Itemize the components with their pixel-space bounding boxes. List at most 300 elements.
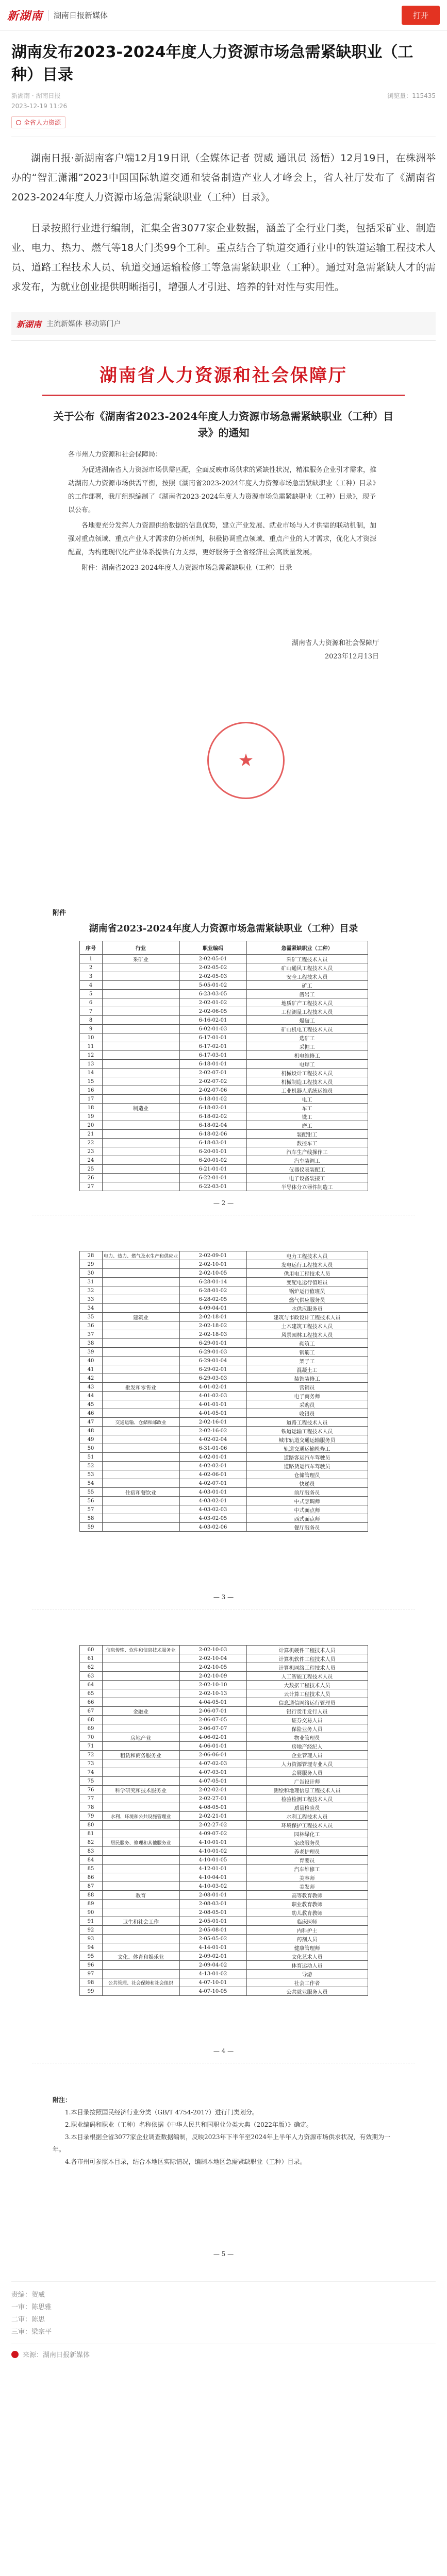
table-row <box>79 1330 368 1339</box>
bottom-source-label: 来源：湖南日报新媒体 <box>23 2351 90 2359</box>
row-number: 56 <box>79 1497 102 1505</box>
row-occupation: 道路客运汽车驾驶员 <box>246 1453 368 1462</box>
row-code: 6-18-02-04 <box>179 1121 246 1130</box>
row-occupation: 发电运行工程技术人员 <box>246 1260 368 1269</box>
table-row <box>79 1392 368 1400</box>
row-code: 2-08-03-01 <box>179 1900 246 1908</box>
row-code: 4-06-01-01 <box>179 1742 246 1751</box>
row-industry <box>102 1165 179 1174</box>
table-row <box>79 1865 368 1873</box>
table-row <box>79 1891 368 1900</box>
row-number: 13 <box>79 1060 102 1069</box>
row-occupation: 建筑与市政设计工程技术人员 <box>246 1313 368 1321</box>
bottom-source[interactable] <box>11 2344 436 2364</box>
article-paragraph: 湖南日报·新湖南客户端12月19日讯（全媒体记者 贺威 通讯员 汤悟）12月19日，在株洲举办的“智汇潇湘”2023中国国际轨道交通和装备制造产业人才峰会上，省人社厅发布了《湖南省2023-2024年度人力资源市场急需紧缺职业（工种）目录》。 <box>11 152 436 203</box>
row-code: 2-02-05-03 <box>179 972 246 981</box>
row-code: 2-02-21-01 <box>179 1812 246 1821</box>
banner-text: 主流新媒体 移动第门户 <box>46 320 121 328</box>
row-occupation: 矿山通风工程技术人员 <box>246 963 368 972</box>
table-row <box>79 1182 368 1191</box>
appendix-page-5 <box>11 2083 436 2266</box>
row-number: 89 <box>79 1900 102 1908</box>
row-code: 2-02-27-01 <box>179 1794 246 1803</box>
row-occupation: 水供应服务员 <box>246 1304 368 1313</box>
table-row <box>79 1742 368 1751</box>
table-row <box>79 1952 368 1961</box>
row-code: 6-22-03-01 <box>179 1182 246 1191</box>
row-industry <box>102 1147 179 1156</box>
row-industry <box>102 1873 179 1882</box>
row-industry <box>102 1086 179 1095</box>
row-industry <box>102 1330 179 1339</box>
table-row <box>79 998 368 1007</box>
table-row <box>79 1427 368 1435</box>
row-occupation: 选矿工 <box>246 1033 368 1042</box>
row-number: 25 <box>79 1165 102 1174</box>
table-row <box>79 1829 368 1838</box>
row-code: 2-02-10-01 <box>179 1260 246 1269</box>
table-row <box>79 1488 368 1497</box>
table-row <box>79 1400 368 1409</box>
row-code: 4-09-04-01 <box>179 1304 246 1313</box>
row-code: 2-02-10-13 <box>179 1689 246 1698</box>
row-occupation: 城市轨道交通运输服务员 <box>246 1435 368 1444</box>
row-number: 17 <box>79 1095 102 1104</box>
topic-tag[interactable] <box>11 116 65 128</box>
row-number: 69 <box>79 1724 102 1733</box>
app-name: 湖南日报新媒体 <box>54 11 108 20</box>
row-number: 92 <box>79 1926 102 1935</box>
row-industry <box>102 1698 179 1707</box>
row-occupation: 机械设计工程技术人员 <box>246 1069 368 1077</box>
row-number: 55 <box>79 1488 102 1497</box>
row-code: 6-20-01-02 <box>179 1156 246 1165</box>
row-industry <box>102 1689 179 1698</box>
table-row <box>79 1418 368 1427</box>
row-occupation: 计算机网络工程技术人员 <box>246 1663 368 1672</box>
note-item: 2.职业编码和职业（工种）名称依据《中华人民共和国职业分类大典（2022年版）》确定。 <box>65 2121 312 2128</box>
row-industry <box>102 1716 179 1724</box>
row-occupation: 导游 <box>246 1970 368 1978</box>
table-row <box>79 1663 368 1672</box>
row-code: 6-29-01-01 <box>179 1339 246 1348</box>
table-row <box>79 1112 368 1121</box>
row-number: 77 <box>79 1794 102 1803</box>
row-occupation: 健康管理师 <box>246 1943 368 1952</box>
row-number: 34 <box>79 1304 102 1313</box>
row-industry <box>102 1926 179 1935</box>
row-code: 6-29-01-04 <box>179 1357 246 1365</box>
row-code: 6-18-01-02 <box>179 1095 246 1104</box>
row-occupation: 保险业务人员 <box>246 1724 368 1733</box>
table-row <box>79 1444 368 1453</box>
topic-tag-label: 全省人力资源 <box>24 119 61 126</box>
row-industry: 金融业 <box>102 1707 179 1716</box>
row-occupation: 园林绿化工 <box>246 1829 368 1838</box>
row-occupation: 燃气供应服务员 <box>246 1295 368 1304</box>
row-occupation: 环境保护工程技术人员 <box>246 1821 368 1829</box>
row-number: 80 <box>79 1821 102 1829</box>
row-industry <box>102 1069 179 1077</box>
row-industry <box>102 998 179 1007</box>
editor-credits <box>11 2281 436 2338</box>
row-industry: 教育 <box>102 1891 179 1900</box>
row-industry <box>102 1943 179 1952</box>
jobs-table <box>79 1645 368 1996</box>
row-code: 2-06-07-05 <box>179 1716 246 1724</box>
table-row <box>79 1321 368 1330</box>
tag-icon <box>16 120 21 125</box>
row-number: 32 <box>79 1286 102 1295</box>
row-industry <box>102 1095 179 1104</box>
row-code: 6-18-02-01 <box>179 1104 246 1112</box>
row-occupation: 装饰装修工 <box>246 1374 368 1383</box>
row-occupation: 采掘工 <box>246 1042 368 1051</box>
tag-row <box>0 111 447 133</box>
top-bar <box>0 0 447 31</box>
row-number: 1 <box>79 955 102 963</box>
row-industry: 批发和零售业 <box>102 1383 179 1392</box>
note-item: 4.各市州可参照本目录，结合本地区实际情况，编制本地区急需紧缺职业（工种）目录。 <box>65 2158 306 2165</box>
row-occupation: 电工 <box>246 1095 368 1104</box>
row-industry <box>102 972 179 981</box>
row-industry <box>102 1497 179 1505</box>
row-occupation: 西式面点师 <box>246 1514 368 1523</box>
row-number: 9 <box>79 1025 102 1033</box>
row-code: 4-10-01-02 <box>179 1847 246 1856</box>
page-gap <box>32 2063 415 2083</box>
row-number: 35 <box>79 1313 102 1321</box>
row-occupation: 营销员 <box>246 1383 368 1392</box>
table-row <box>79 1873 368 1882</box>
jobs-table <box>79 941 368 1191</box>
row-industry <box>102 1453 179 1462</box>
row-occupation: 药剂人员 <box>246 1935 368 1943</box>
row-industry <box>102 1935 179 1943</box>
table-row <box>79 1497 368 1505</box>
row-code: 2-02-27-02 <box>179 1821 246 1829</box>
table-row <box>79 1042 368 1051</box>
table-row <box>79 955 368 963</box>
open-app-button[interactable]: 打开 <box>402 6 440 25</box>
row-number: 44 <box>79 1392 102 1400</box>
row-industry <box>102 963 179 972</box>
table-row <box>79 1470 368 1479</box>
table-row <box>79 1269 368 1278</box>
table-row <box>79 1698 368 1707</box>
row-code: 6-29-01-03 <box>179 1348 246 1357</box>
row-industry <box>102 1156 179 1165</box>
row-number: 66 <box>79 1698 102 1707</box>
row-number: 48 <box>79 1427 102 1435</box>
row-number: 8 <box>79 1016 102 1025</box>
table-row <box>79 1033 368 1042</box>
table-row <box>79 1917 368 1926</box>
row-number: 26 <box>79 1174 102 1182</box>
row-number: 16 <box>79 1086 102 1095</box>
table-row <box>79 1077 368 1086</box>
row-industry: 电力、热力、燃气及水生产和供应业 <box>102 1251 179 1260</box>
row-number: 88 <box>79 1891 102 1900</box>
row-code: 2-02-18-01 <box>179 1313 246 1321</box>
page-number: — 4 — <box>213 2047 234 2055</box>
row-occupation: 人工智能工程技术人员 <box>246 1672 368 1681</box>
row-code: 4-02-02-04 <box>179 1435 246 1444</box>
table-row <box>79 1803 368 1812</box>
row-number: 14 <box>79 1069 102 1077</box>
table-row <box>79 1505 368 1514</box>
row-code: 6-28-01-14 <box>179 1278 246 1286</box>
row-occupation: 磨工 <box>246 1121 368 1130</box>
article-paragraph: 目录按照行业进行编制，汇集全省3077家企业数据，涵盖了全行业门类，包括采矿业、制造业、电力、热力、燃气等18大门类99个工种。重点结合了轨道交通行业中的铁道运输工程技术人员、道路工程技术人员、轨道交通运输检修工等急需紧缺职业（工种）。通过对急需紧缺人才的需求发布，为就业创业提供明晰指引，增强人才引进、培养的针对性与实用性。 <box>11 223 436 293</box>
table-row <box>79 1374 368 1383</box>
row-number: 53 <box>79 1470 102 1479</box>
row-code: 4-02-01-01 <box>179 1453 246 1462</box>
row-number: 36 <box>79 1321 102 1330</box>
row-number: 30 <box>79 1269 102 1278</box>
row-code: 6-29-03-03 <box>179 1374 246 1383</box>
row-industry: 交通运输、仓储和邮政业 <box>102 1418 179 1427</box>
row-code: 6-17-03-01 <box>179 1051 246 1060</box>
row-occupation: 仓储管理员 <box>246 1470 368 1479</box>
table-row <box>79 1786 368 1794</box>
row-code: 6-18-03-01 <box>179 1139 246 1147</box>
row-industry <box>102 1182 179 1191</box>
row-number: 52 <box>79 1462 102 1470</box>
row-number: 96 <box>79 1961 102 1970</box>
document-body <box>11 448 436 575</box>
page-gap <box>32 1609 415 1630</box>
page-gap <box>32 1215 415 1235</box>
row-number: 60 <box>79 1646 102 1654</box>
row-number: 42 <box>79 1374 102 1383</box>
table-row <box>79 1025 368 1033</box>
table-row <box>79 990 368 998</box>
row-number: 19 <box>79 1112 102 1121</box>
row-number: 78 <box>79 1803 102 1812</box>
row-occupation: 道路货运汽车驾驶员 <box>246 1462 368 1470</box>
row-code: 4-02-07-01 <box>179 1479 246 1488</box>
row-occupation: 内科护士 <box>246 1926 368 1935</box>
row-occupation: 计算机软件工程技术人员 <box>246 1654 368 1663</box>
row-industry <box>102 1908 179 1917</box>
row-occupation: 前厅服务员 <box>246 1488 368 1497</box>
table-row <box>79 1926 368 1935</box>
row-occupation: 汽车维修工 <box>246 1865 368 1873</box>
row-number: 87 <box>79 1882 102 1891</box>
page-number: — 5 — <box>213 2250 234 2258</box>
row-occupation: 汽车生产线操作工 <box>246 1147 368 1156</box>
row-industry <box>102 1681 179 1689</box>
row-number: 40 <box>79 1357 102 1365</box>
row-industry <box>102 1672 179 1681</box>
view-count: 浏览量：115435 <box>387 92 436 99</box>
row-number: 41 <box>79 1365 102 1374</box>
row-number: 21 <box>79 1130 102 1139</box>
row-code: 6-29-02-01 <box>179 1365 246 1374</box>
row-code: 4-03-02-03 <box>179 1505 246 1514</box>
table-row <box>79 1462 368 1470</box>
table-row <box>79 1523 368 1532</box>
article-source: 新湖南 · 湖南日报 <box>11 92 61 99</box>
row-occupation: 矿山机电工程技术人员 <box>246 1025 368 1033</box>
appendix-notes <box>11 2083 436 2168</box>
table-row <box>79 1104 368 1112</box>
row-occupation: 安全工程技术人员 <box>246 972 368 981</box>
row-number: 83 <box>79 1847 102 1856</box>
row-industry <box>102 1269 179 1278</box>
row-occupation: 中式烹调师 <box>246 1497 368 1505</box>
row-occupation: 家政服务员 <box>246 1838 368 1847</box>
table-row <box>79 1847 368 1856</box>
table-row <box>79 1821 368 1829</box>
row-industry <box>102 1505 179 1514</box>
row-occupation: 铁道运输工程技术人员 <box>246 1427 368 1435</box>
row-industry <box>102 1523 179 1532</box>
row-code: 2-05-05-02 <box>179 1935 246 1943</box>
row-code: 2-02-07-06 <box>179 1086 246 1095</box>
row-occupation: 凿岩工 <box>246 990 368 998</box>
app-logo[interactable]: 新湖南 <box>7 9 43 23</box>
row-industry <box>102 1365 179 1374</box>
table-row <box>79 1681 368 1689</box>
row-code: 4-10-01-05 <box>179 1856 246 1865</box>
row-number: 12 <box>79 1051 102 1060</box>
row-number: 75 <box>79 1777 102 1786</box>
table-row <box>79 1453 368 1462</box>
row-occupation: 电子商务师 <box>246 1392 368 1400</box>
table-body <box>79 955 368 1191</box>
row-occupation: 信息通信网络运行管理员 <box>246 1698 368 1707</box>
row-code: 2-02-05-02 <box>179 963 246 972</box>
row-number: 43 <box>79 1383 102 1392</box>
row-occupation: 养老护理员 <box>246 1847 368 1856</box>
row-number: 5 <box>79 990 102 998</box>
row-number: 94 <box>79 1943 102 1952</box>
table-row <box>79 1260 368 1269</box>
row-industry <box>102 1777 179 1786</box>
row-industry: 建筑业 <box>102 1313 179 1321</box>
row-number: 61 <box>79 1654 102 1663</box>
row-occupation: 数控车工 <box>246 1139 368 1147</box>
page-number: — 2 — <box>213 1199 234 1207</box>
row-occupation: 餐厅服务员 <box>246 1523 368 1532</box>
row-number: 82 <box>79 1838 102 1847</box>
row-industry <box>102 1042 179 1051</box>
document-salutation: 各市州人力资源和社会保障局： <box>68 451 162 459</box>
row-industry <box>102 1060 179 1069</box>
row-code: 6-28-02-05 <box>179 1295 246 1304</box>
table-row <box>79 1768 368 1777</box>
row-industry <box>102 1051 179 1060</box>
row-number: 98 <box>79 1978 102 1987</box>
row-code: 4-01-02-01 <box>179 1383 246 1392</box>
table-row <box>79 1060 368 1069</box>
row-code: 2-02-10-03 <box>179 1646 246 1654</box>
row-code: 2-02-07-01 <box>179 1069 246 1077</box>
document-title: 关于公布《湖南省2023-2024年度人力资源市场急需紧缺职业（工种）目录》的通知 <box>53 410 394 439</box>
row-occupation: 仪器仪表装配工 <box>246 1165 368 1174</box>
table-row <box>79 1278 368 1286</box>
table-row <box>79 1935 368 1943</box>
row-number: 93 <box>79 1935 102 1943</box>
row-industry <box>102 1444 179 1453</box>
row-occupation: 文化艺术人员 <box>246 1952 368 1961</box>
row-number: 6 <box>79 998 102 1007</box>
row-occupation: 会展服务人员 <box>246 1768 368 1777</box>
row-code: 2-02-10-09 <box>179 1672 246 1681</box>
table-row <box>79 1174 368 1182</box>
row-occupation: 社会工作者 <box>246 1978 368 1987</box>
row-number: 81 <box>79 1829 102 1838</box>
row-industry <box>102 1339 179 1348</box>
app-banner[interactable] <box>11 312 436 335</box>
row-number: 67 <box>79 1707 102 1716</box>
row-occupation: 矿工 <box>246 981 368 990</box>
table-row <box>79 1479 368 1488</box>
row-industry <box>102 990 179 998</box>
appendix-page-3 <box>11 1235 436 1609</box>
row-occupation: 变配电运行值班员 <box>246 1278 368 1286</box>
article-time: 2023-12-19 11:26 <box>11 103 68 110</box>
table-row <box>79 1908 368 1917</box>
appendix-page-4 <box>11 1630 436 2063</box>
row-code: 4-07-10-01 <box>179 1978 246 1987</box>
row-code: 6-02-01-03 <box>179 1025 246 1033</box>
row-number: 85 <box>79 1865 102 1873</box>
row-number: 90 <box>79 1908 102 1917</box>
row-occupation: 混凝土工 <box>246 1365 368 1374</box>
row-industry: 住宿和餐饮业 <box>102 1488 179 1497</box>
row-occupation: 架子工 <box>246 1357 368 1365</box>
row-occupation: 汽车装调工 <box>246 1156 368 1165</box>
row-industry: 水利、环境和公共设施管理业 <box>102 1812 179 1821</box>
table-row <box>79 1435 368 1444</box>
table-row <box>79 981 368 990</box>
row-code: 2-02-05-01 <box>179 955 246 963</box>
row-industry: 文化、体育和娱乐业 <box>102 1952 179 1961</box>
row-occupation: 工业机器人系统运维员 <box>246 1086 368 1095</box>
banner-logo: 新湖南 <box>16 319 42 329</box>
row-code: 4-08-05-01 <box>179 1803 246 1812</box>
row-industry <box>102 1400 179 1409</box>
row-occupation: 地质矿产工程技术人员 <box>246 998 368 1007</box>
row-industry <box>102 1847 179 1856</box>
row-number: 3 <box>79 972 102 981</box>
row-number: 20 <box>79 1121 102 1130</box>
row-occupation: 电焊工 <box>246 1060 368 1069</box>
table-row <box>79 1978 368 1987</box>
row-industry: 居民服务、修理和其他服务业 <box>102 1838 179 1847</box>
row-industry <box>102 1759 179 1768</box>
row-industry <box>102 1278 179 1286</box>
row-industry <box>102 1033 179 1042</box>
row-code: 2-02-10-10 <box>179 1681 246 1689</box>
row-number: 29 <box>79 1260 102 1269</box>
row-code: 4-01-05-01 <box>179 1409 246 1418</box>
row-industry <box>102 1409 179 1418</box>
row-code: 5-05-01-02 <box>179 981 246 990</box>
row-occupation: 砌筑工 <box>246 1339 368 1348</box>
row-number: 97 <box>79 1970 102 1978</box>
row-number: 86 <box>79 1873 102 1882</box>
row-number: 54 <box>79 1479 102 1488</box>
row-code: 6-18-01-01 <box>179 1060 246 1069</box>
row-occupation: 育婴员 <box>246 1856 368 1865</box>
table-row <box>79 1339 368 1348</box>
official-document <box>11 340 436 2266</box>
row-code: 2-06-07-01 <box>179 1707 246 1716</box>
